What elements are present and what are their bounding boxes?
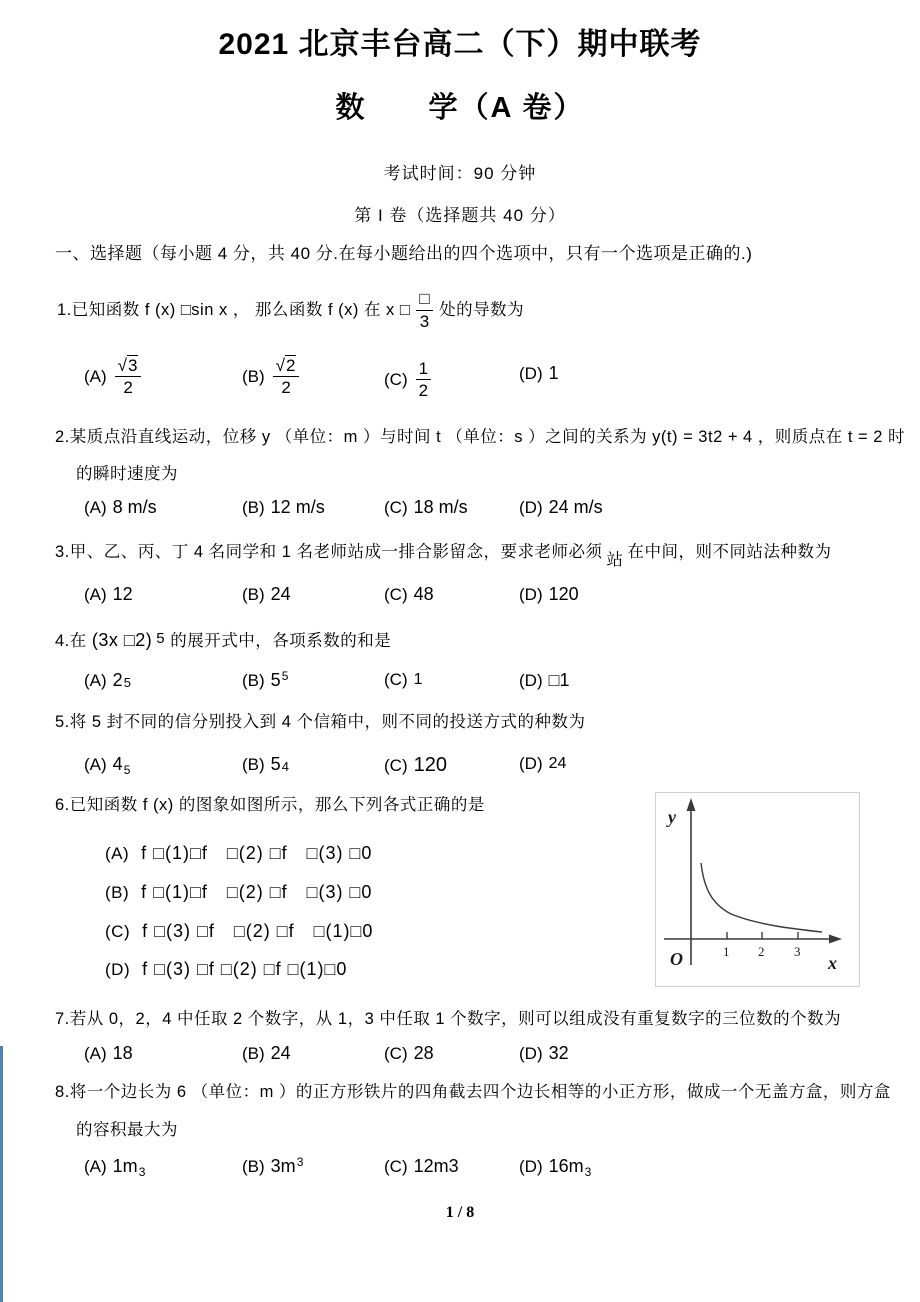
option-value: f □(1)□f □(2) □f □(3) □0 (141, 843, 373, 863)
option-value: f □(3) □f □(2) □f □(1)□0 (142, 959, 348, 979)
fraction-denominator: 2 (123, 378, 133, 398)
section-title: 第 I 卷（选择题共 40 分） (354, 206, 566, 225)
question-8-option-a (84, 1156, 145, 1177)
question-5-option-c (384, 754, 447, 777)
option-label: (C) (105, 922, 131, 941)
question-7-option-c (384, 1043, 434, 1064)
option-label: (D) (519, 497, 543, 517)
question-5-options (0, 754, 920, 784)
radicand: 2 (286, 356, 296, 375)
option-value: 1 (413, 671, 423, 688)
question-1-option-b (242, 356, 301, 397)
question-4-option-b (242, 670, 288, 691)
fraction-denominator: 3 (419, 311, 430, 331)
option-base: 5 (270, 754, 281, 774)
option-label: (D) (105, 960, 131, 979)
option-value: 18 m/s (413, 497, 468, 517)
fraction (273, 356, 300, 397)
option-value: 1 (548, 363, 559, 383)
option-label: (B) (242, 584, 265, 604)
option-script: 5 (123, 763, 131, 777)
question-5-option-b (242, 754, 289, 775)
question-4-options (0, 670, 920, 700)
question-2-option-a (84, 497, 157, 518)
option-value (549, 1156, 592, 1177)
option-label: (A) (84, 670, 107, 690)
question-3-stem-post: 在中间，则不同站法种数为 (627, 543, 832, 561)
option-label: (C) (384, 670, 408, 689)
option-value (271, 1156, 304, 1177)
fraction-denominator: 2 (281, 378, 291, 398)
option-value (113, 754, 131, 775)
exam-duration: 考试时间：90 分钟 (383, 164, 537, 183)
question-3-stem (55, 542, 832, 569)
question-4-stem-post: 的展开式中，各项系数的和是 (170, 632, 392, 650)
question-4-option-c (384, 670, 423, 690)
option-label: (A) (84, 497, 107, 517)
question-2-stem-line1: 2.某质点沿直线运动，位移 y （单位：m ）与时间 t （单位：s ）之间的关系为 y(t) = 3t2 + 4 ，则质点在 t = 2 时 (55, 428, 906, 446)
question-3-option-a (84, 584, 133, 605)
exam-subject: 数 学（A 卷） (335, 92, 585, 124)
question-2-option-c (384, 497, 468, 518)
option-value: 18 (112, 1043, 133, 1063)
fraction (115, 356, 142, 397)
option-value: 12m3 (413, 1156, 459, 1176)
x-axis-arrow (829, 935, 842, 944)
question-8-stem-line1: 8.将一个边长为 6 （单位：m ）的正方形铁片的四角截去四个边长相等的小正方形，做成一个无盖方盒，则方盒 (55, 1083, 891, 1101)
fraction-numerator (115, 356, 142, 377)
tick-label-2: 2 (758, 944, 765, 959)
question-5-stem: 5.将 5 封不同的信分别投入到 4 个信箱中，则不同的投送方式的种数为 (55, 713, 586, 731)
y-axis-arrow (687, 798, 696, 811)
option-value: 28 (413, 1043, 434, 1063)
option-label: (B) (242, 497, 265, 517)
question-6-option-b (105, 881, 372, 904)
section-instructions: 一、选择题（每小题 4 分，共 40 分.在每小题给出的四个选项中，只有一个选项是正确的.) (55, 244, 753, 263)
option-label: (B) (242, 1043, 265, 1063)
question-3-option-b (242, 584, 291, 605)
option-label: (D) (519, 1156, 543, 1176)
option-label: (D) (519, 363, 543, 383)
page-edge-marker (0, 1046, 3, 1302)
fraction-numerator: □ (416, 289, 433, 310)
option-value (271, 670, 289, 691)
radical-sign: √ (117, 356, 128, 375)
option-label: (C) (384, 369, 408, 389)
option-base: 2 (112, 670, 123, 690)
option-value: 8 m/s (112, 497, 157, 517)
question-3-option-c (384, 584, 434, 605)
option-label: (B) (242, 1156, 265, 1176)
option-base: 4 (112, 754, 123, 774)
question-1-option-c (384, 359, 433, 400)
question-4-stem-pre: 4.在 (55, 632, 87, 650)
fraction-numerator (273, 356, 300, 377)
option-value: 12 m/s (270, 497, 325, 517)
option-label: (D) (519, 584, 543, 604)
option-value: 48 (413, 584, 434, 604)
question-7-option-a (84, 1043, 133, 1064)
question-3-dropped-char: 站 (606, 551, 624, 569)
option-label: (D) (519, 1043, 543, 1063)
option-label: (C) (384, 1043, 408, 1063)
fraction (416, 289, 433, 330)
option-label: (A) (84, 1156, 107, 1176)
question-1-option-d (519, 363, 559, 384)
page-title: 2021 北京丰台高二（下）期中联考 (218, 28, 702, 61)
question-8-options (0, 1156, 920, 1186)
option-script: 4 (281, 759, 289, 774)
option-label: (B) (105, 883, 130, 902)
question-4-expression: (3x □2) (91, 630, 153, 650)
question-2-options (0, 497, 920, 527)
option-base: 3m (270, 1156, 296, 1176)
question-3-option-d (519, 584, 579, 605)
question-2-option-b (242, 497, 325, 518)
option-value: 32 (548, 1043, 569, 1063)
option-label: (A) (84, 754, 107, 774)
option-value: 24 (270, 1043, 291, 1063)
page-number: 1 / 8 (445, 1204, 475, 1221)
question-7-options (0, 1043, 920, 1073)
question-8-option-d (519, 1156, 591, 1177)
option-value: 120 (548, 584, 579, 604)
question-5-option-d (519, 754, 566, 774)
option-value: 24 (548, 755, 567, 772)
question-6-figure (655, 792, 860, 987)
option-value (113, 1156, 146, 1177)
option-label: (C) (384, 497, 408, 517)
option-label: (C) (384, 584, 408, 604)
question-8-stem-line2: 的容积最大为 (76, 1121, 178, 1139)
option-label: (C) (384, 1156, 408, 1176)
option-value: f □(1)□f □(2) □f □(3) □0 (141, 882, 373, 902)
option-script: 3 (584, 1165, 592, 1179)
question-3-stem-pre: 3.甲、乙、丙、丁 4 名同学和 1 名老师站成一排合影留念，要求老师必须 (55, 543, 603, 561)
radicand: 3 (128, 356, 138, 375)
option-script: 3 (296, 1155, 304, 1169)
option-base: 5 (270, 670, 281, 690)
question-1-stem-pre: 1.已知函数 f (x) □sin x ， 那么函数 f (x) 在 x □ (57, 300, 411, 319)
option-label: (B) (242, 754, 265, 774)
question-8-option-b (242, 1156, 303, 1177)
option-label: (C) (384, 755, 408, 775)
question-6-option-d (105, 958, 347, 981)
option-label: (A) (84, 584, 107, 604)
question-4-option-d (519, 670, 570, 691)
tick-label-3: 3 (794, 944, 801, 959)
question-4-stem (55, 629, 391, 652)
question-8-option-c (384, 1156, 459, 1177)
tick-label-1: 1 (723, 944, 730, 959)
radical-sign: √ (275, 356, 286, 375)
question-6-option-a (105, 842, 372, 865)
option-script: 5 (123, 675, 131, 690)
option-label: (B) (242, 670, 265, 690)
option-script: 5 (281, 669, 289, 683)
question-7-option-b (242, 1043, 291, 1064)
option-value: 24 m/s (548, 497, 603, 517)
option-base: 1m (112, 1156, 138, 1176)
origin-label: O (670, 949, 683, 969)
question-6-stem: 6.已知函数 f (x) 的图象如图所示，那么下列各式正确的是 (55, 796, 485, 814)
option-value: 24 (270, 584, 291, 604)
option-label: (A) (84, 366, 107, 386)
question-1-options (0, 350, 920, 402)
fraction-denominator: 2 (418, 381, 429, 401)
question-2-stem-line2: 的瞬时速度为 (76, 465, 178, 483)
question-5-option-a (84, 754, 130, 775)
y-axis-label: y (668, 807, 676, 827)
fraction-numerator: 1 (416, 359, 431, 380)
question-7-option-d (519, 1043, 569, 1064)
option-label: (B) (242, 366, 265, 386)
question-3-options (0, 584, 920, 614)
question-1-option-a (84, 356, 143, 397)
option-base: 16m (548, 1156, 584, 1176)
question-6-option-c (105, 920, 373, 943)
option-value: 120 (413, 754, 447, 776)
option-value: 12 (112, 584, 133, 604)
question-7-stem: 7.若从 0，2，4 中任取 2 个数字，从 1，3 中任取 1 个数字，则可以组成没有重复数字的三位数的个数为 (55, 1010, 842, 1028)
fraction (416, 359, 431, 400)
question-4-exponent: 5 (156, 630, 166, 647)
question-2-option-d (519, 497, 603, 518)
option-label: (A) (84, 1043, 107, 1063)
option-script: 3 (138, 1165, 146, 1179)
option-value: f □(3) □f □(2) □f □(1)□0 (142, 921, 374, 941)
option-label: (A) (105, 844, 130, 863)
function-graph (656, 793, 857, 984)
x-axis-label: x (828, 953, 837, 973)
option-label: (D) (519, 670, 543, 690)
question-1-stem (57, 286, 524, 334)
option-value: □1 (548, 670, 570, 690)
option-label: (D) (519, 754, 543, 773)
option-value (271, 754, 289, 775)
question-1-stem-post: 处的导数为 (439, 300, 525, 319)
question-4-option-a (84, 670, 131, 691)
curve (701, 863, 822, 932)
option-value (113, 670, 131, 691)
